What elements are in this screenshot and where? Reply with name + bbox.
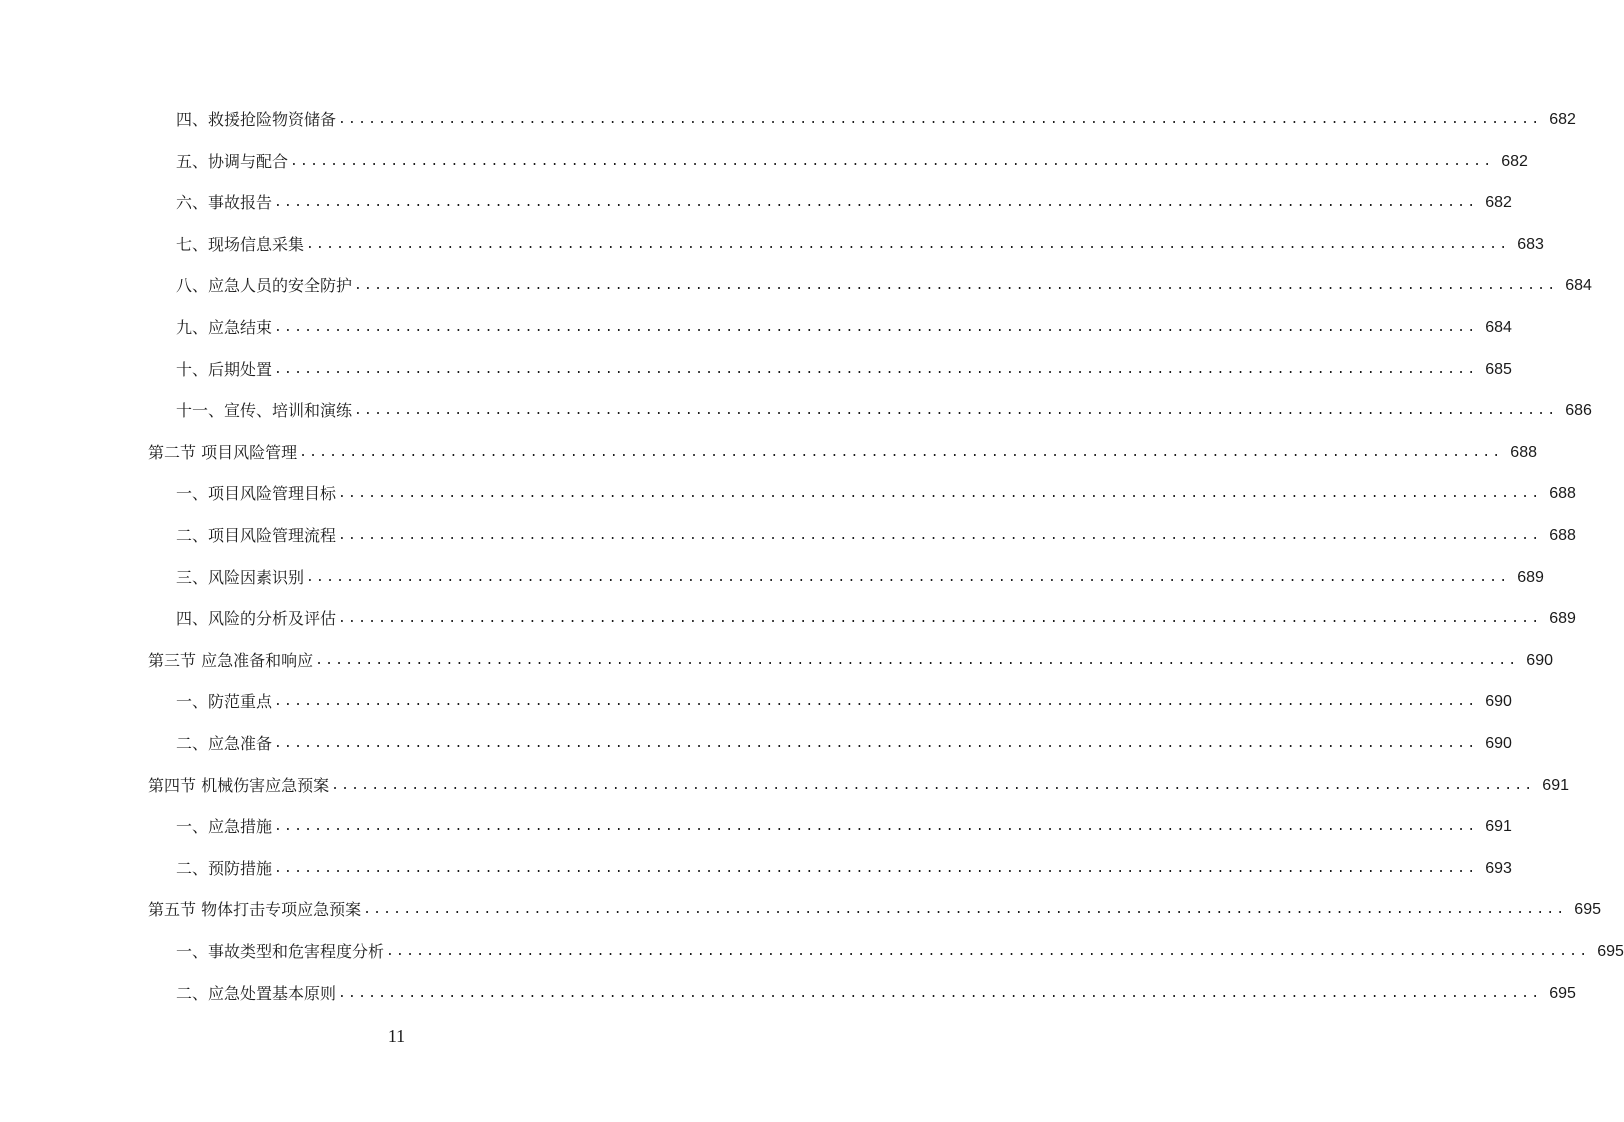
- toc-entry-page: 682: [1549, 111, 1576, 128]
- toc-dot-leader: ........................................................................................................................: [363, 902, 1567, 918]
- toc-entry-title: 八、应急人员的安全防护: [176, 276, 353, 296]
- toc-entry-page: 695: [1597, 943, 1624, 960]
- toc-dot-leader: ........................................................................................................................: [274, 361, 1478, 377]
- toc-entry-title: 四、风险的分析及评估: [176, 609, 337, 629]
- toc-entry[interactable]: [176, 603, 1576, 629]
- toc-dot-leader: ........................................................................................................................: [354, 403, 1558, 419]
- page-number: 11: [387, 1026, 406, 1046]
- toc-dot-leader: ........................................................................................................................: [338, 528, 1542, 543]
- toc-entry-title: 第三节 应急准备和响应: [148, 650, 314, 670]
- toc-dot-leader: ........................................................................................................................: [299, 444, 1503, 460]
- toc-entry-title: 一、应急措施: [176, 817, 273, 837]
- toc-entry[interactable]: [176, 187, 1512, 213]
- toc-entry[interactable]: [176, 270, 1592, 296]
- toc-entry-title: 一、事故类型和危害程度分析: [176, 942, 385, 961]
- toc-entry-page: 690: [1485, 735, 1512, 752]
- toc-entry-page: 684: [1565, 277, 1592, 295]
- toc-entry-title: 第五节 物体打击专项应急预案: [148, 900, 362, 920]
- toc-entry-page: 690: [1485, 693, 1512, 711]
- toc-entry-page: 682: [1501, 152, 1528, 170]
- toc-dot-leader: ........................................................................................................................: [338, 611, 1542, 627]
- toc-entry-title: 三、风险因素识别: [176, 567, 305, 587]
- toc-entry[interactable]: [176, 312, 1512, 338]
- toc-entry-title: 四、救援抢险物资储备: [176, 110, 337, 129]
- toc-dot-leader: ........................................................................................................................: [274, 819, 1478, 835]
- toc-entry-title: 六、事故报告: [176, 193, 273, 213]
- toc-entry[interactable]: [176, 936, 1624, 962]
- toc-dot-leader: ........................................................................................................................: [274, 320, 1478, 335]
- toc-dot-leader: ........................................................................................................................: [331, 777, 1535, 793]
- toc-dot-leader: ........................................................................................................................: [338, 486, 1542, 502]
- toc-entry[interactable]: [176, 395, 1592, 421]
- toc-entry[interactable]: [176, 686, 1512, 712]
- toc-dot-leader: ........................................................................................................................: [274, 195, 1478, 211]
- toc-entry-page: 693: [1485, 859, 1512, 877]
- toc-entry-title: 五、协调与配合: [176, 151, 289, 171]
- toc-entry[interactable]: [176, 811, 1512, 837]
- toc-dot-leader: ........................................................................................................................: [306, 236, 1510, 252]
- toc-entry-title: 第二节 项目风险管理: [148, 442, 298, 462]
- toc-entry[interactable]: [176, 354, 1512, 380]
- toc-entry-page: 695: [1574, 901, 1601, 919]
- toc-entry-page: 682: [1485, 194, 1512, 212]
- toc-dot-leader: ........................................................................................................................: [290, 153, 1494, 169]
- toc-entry-page: 684: [1485, 319, 1512, 336]
- toc-dot-leader: ........................................................................................................................: [274, 694, 1478, 710]
- toc-entry[interactable]: [176, 104, 1576, 130]
- toc-entry[interactable]: [176, 978, 1576, 1004]
- toc-dot-leader: ........................................................................................................................: [354, 278, 1558, 294]
- toc-entry[interactable]: [176, 520, 1576, 546]
- toc-entry-page: 695: [1549, 984, 1576, 1002]
- toc-section-entry[interactable]: [148, 645, 1553, 671]
- toc-entry-page: 688: [1549, 485, 1576, 503]
- toc-entry-title: 二、预防措施: [176, 858, 273, 878]
- toc-entry-page: 689: [1549, 610, 1576, 628]
- toc-entry-title: 九、应急结束: [176, 318, 273, 337]
- toc-entry-title: 第四节 机械伤害应急预案: [148, 775, 330, 795]
- toc-dot-leader: ........................................................................................................................: [386, 944, 1590, 959]
- toc-section-entry[interactable]: [148, 770, 1569, 796]
- toc-entry-page: 683: [1517, 235, 1544, 253]
- toc-entry-page: 685: [1485, 360, 1512, 378]
- toc-dot-leader: ........................................................................................................................: [338, 112, 1542, 127]
- toc-entry[interactable]: [176, 229, 1544, 255]
- toc-section-entry[interactable]: [148, 894, 1601, 920]
- toc-entry-page: 688: [1549, 527, 1576, 544]
- toc-entry-page: 691: [1542, 776, 1569, 794]
- toc-entry-page: 690: [1526, 651, 1553, 669]
- toc-entry-title: 二、项目风险管理流程: [176, 526, 337, 545]
- toc-entry-page: 691: [1485, 818, 1512, 836]
- toc-entry-title: 二、应急准备: [176, 734, 273, 753]
- toc-entry-page: 686: [1565, 402, 1592, 420]
- toc-entry[interactable]: [176, 562, 1544, 588]
- toc-dot-leader: ........................................................................................................................: [338, 985, 1542, 1001]
- toc-entry-page: 688: [1510, 443, 1537, 461]
- toc-entry-title: 十、后期处置: [176, 359, 273, 379]
- toc-dot-leader: ........................................................................................................................: [315, 652, 1519, 668]
- toc-entry-page: 689: [1517, 568, 1544, 586]
- toc-dot-leader: ........................................................................................................................: [306, 569, 1510, 585]
- toc-entry[interactable]: [176, 478, 1576, 504]
- toc-entry[interactable]: [176, 728, 1512, 754]
- toc-entry-title: 一、防范重点: [176, 692, 273, 712]
- toc-dot-leader: ........................................................................................................................: [274, 736, 1478, 751]
- toc-entry[interactable]: [176, 853, 1512, 879]
- toc-entry-title: 二、应急处置基本原则: [176, 983, 337, 1003]
- toc-entry[interactable]: [176, 146, 1528, 172]
- toc-section-entry[interactable]: [148, 437, 1537, 463]
- toc-entry-title: 一、项目风险管理目标: [176, 484, 337, 504]
- toc-dot-leader: ........................................................................................................................: [274, 860, 1478, 876]
- toc-entry-title: 七、现场信息采集: [176, 234, 305, 254]
- toc-entry-title: 十一、宣传、培训和演练: [176, 401, 353, 421]
